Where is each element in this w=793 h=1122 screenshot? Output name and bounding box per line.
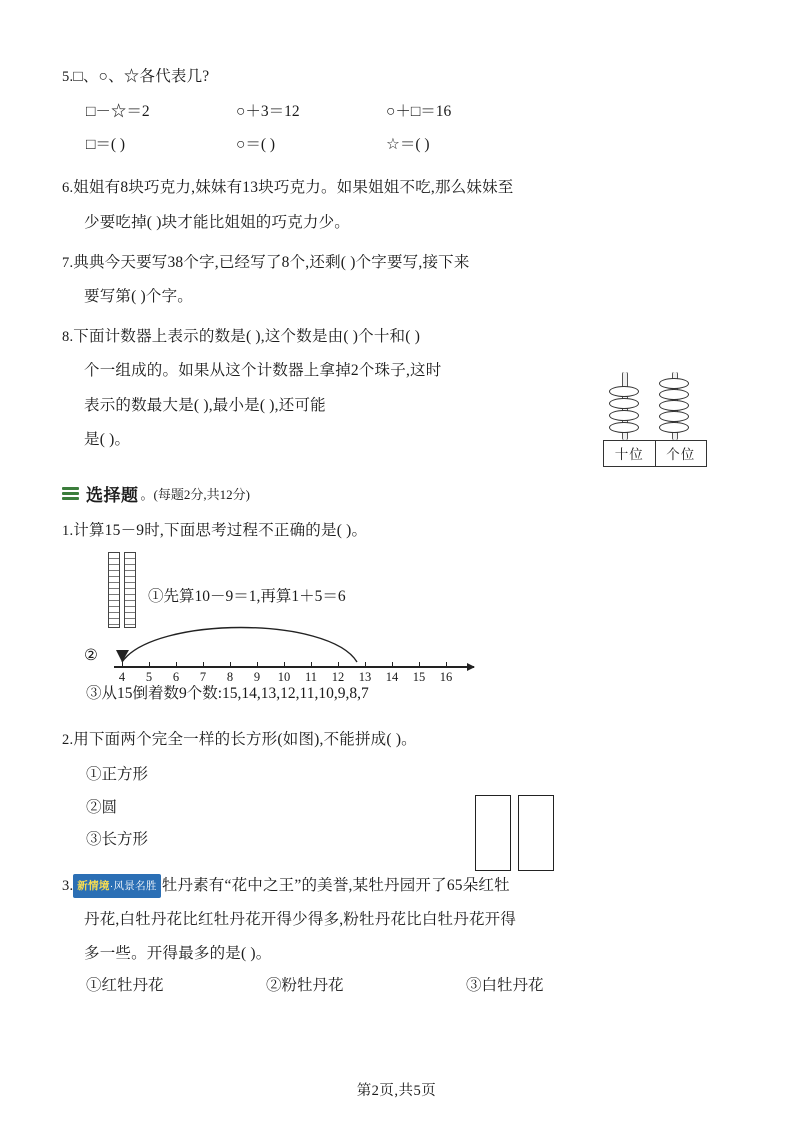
abacus-bead <box>659 400 689 411</box>
number-line-label: 8 <box>226 670 234 685</box>
rectangle-shape <box>475 795 511 871</box>
choice-3-line-1: 牡丹素有“花中之王”的美誉,某牡丹园开了65朵红牡 <box>161 876 510 894</box>
question-6-line-2-wrap <box>62 208 731 238</box>
number-line-label: 4 <box>118 670 126 685</box>
number-line-label: 13 <box>358 670 372 685</box>
abacus-figure <box>603 372 715 467</box>
number-line-label: 15 <box>412 670 426 685</box>
choice-question-3 <box>62 871 731 901</box>
number-line-label: 10 <box>277 670 291 685</box>
q5-equation-2: ○＋3＝12 <box>236 103 300 121</box>
question-8 <box>62 322 731 352</box>
context-badge-sub: ·风景名胜 <box>109 879 157 892</box>
choice-2-option-1[interactable]: ①正方形 <box>86 766 149 784</box>
rectangle-shape <box>518 795 554 871</box>
abacus-rod-ones <box>659 372 689 440</box>
question-6 <box>62 173 731 203</box>
abacus-bead <box>659 422 689 433</box>
question-5-number: 5. <box>62 69 74 85</box>
question-5 <box>62 62 731 92</box>
abacus-bead <box>609 386 639 397</box>
abacus-label-ones: 个位 <box>666 447 696 462</box>
number-line-label: 7 <box>199 670 207 685</box>
context-badge <box>73 874 160 898</box>
question-7-number: 7. <box>62 254 74 271</box>
question-7-line-2[interactable]: 要写第( )个字。 <box>84 287 193 305</box>
choice-2-option-1-wrap <box>62 759 731 792</box>
abacus-rod-tens <box>609 372 639 440</box>
question-5-stem: □、○、☆各代表几? <box>73 68 210 85</box>
abacus-bead <box>659 389 689 400</box>
question-7-line-1[interactable]: 典典今天要写38个字,已经写了8个,还剩( )个字要写,接下来 <box>73 253 470 271</box>
q5-equation-1: □－☆＝2 <box>86 103 150 121</box>
number-line-label: 5 <box>145 670 153 685</box>
question-8-line-1[interactable]: 下面计数器上表示的数是( ),这个数是由( )个十和( ) <box>73 328 421 346</box>
bundle-sticks-icon <box>106 552 140 630</box>
q5-answer-1[interactable]: □＝( ) <box>86 135 126 153</box>
choice-3-line-2-wrap <box>62 905 731 935</box>
question-6-line-2[interactable]: 少要吃掉( )块才能比姐姐的巧克力少。 <box>84 213 350 231</box>
stick-bundle <box>108 552 120 628</box>
question-7-line-2-wrap <box>62 282 731 312</box>
section-header-choice <box>62 481 731 506</box>
choice-3-line-3-wrap <box>62 939 731 969</box>
abacus-place-labels <box>603 440 707 467</box>
question-5-equations <box>62 96 731 129</box>
choice-3-line-2: 丹花,白牡丹花比红牡丹花开得少得多,粉牡丹花比白牡丹花开得 <box>84 910 517 928</box>
choice-2-option-3-wrap <box>62 824 731 857</box>
q5-answer-2[interactable]: ○＝( ) <box>236 135 276 153</box>
number-line-label: 14 <box>385 670 399 685</box>
choice-question-1 <box>62 516 731 546</box>
abacus-bead <box>609 410 639 421</box>
choice-1-number: 1. <box>62 523 74 540</box>
choice-2-number: 2. <box>62 731 74 748</box>
abacus-label-tens: 十位 <box>604 441 656 466</box>
page-footer: 第2页,共5页 <box>356 1083 437 1099</box>
abacus-bead <box>659 411 689 422</box>
choice-2-option-2-wrap <box>62 792 731 825</box>
number-line-label: 12 <box>331 670 345 685</box>
choice-2-option-2[interactable]: ②圆 <box>86 798 118 816</box>
question-6-number: 6. <box>62 180 74 197</box>
context-badge-main: 新情境 <box>77 879 110 892</box>
question-5-answers <box>62 129 731 162</box>
abacus-bead <box>659 378 689 389</box>
choice-3-option-3[interactable]: ③白牡丹花 <box>466 977 544 995</box>
two-rectangles-figure <box>475 795 554 876</box>
question-7 <box>62 248 731 278</box>
choice-3-option-1[interactable]: ①红牡丹花 <box>86 977 164 995</box>
number-line <box>114 642 494 685</box>
choice-3-line-3[interactable]: 多一些。开得最多的是( )。 <box>84 945 272 963</box>
abacus-bead <box>609 422 639 433</box>
choice-3-option-2[interactable]: ②粉牡丹花 <box>266 977 344 995</box>
stick-bundle <box>124 552 136 628</box>
choice-3-options <box>62 973 731 995</box>
choice-1-option-2-marker[interactable]: ② <box>84 647 98 665</box>
question-8-line-3[interactable]: 表示的数最大是( ),最小是( ),还可能 <box>84 396 326 414</box>
section-title: 选择题 <box>86 486 139 506</box>
q5-equation-3: ○＋□＝16 <box>386 103 452 121</box>
abacus-rods <box>603 372 715 440</box>
choice-1-option-3[interactable]: ③从15倒着数9个数:15,14,13,12,11,10,9,8,7 <box>86 685 369 703</box>
question-8-line-2: 个一组成的。如果从这个计数器上拿掉2个珠子,这时 <box>84 362 442 380</box>
list-icon <box>62 486 79 501</box>
abacus-bead <box>609 398 639 409</box>
number-line-label: 6 <box>172 670 180 685</box>
choice-question-2 <box>62 725 731 755</box>
choice-3-number: 3. <box>62 877 74 894</box>
section-subtitle: 。(每题2分,共12分) <box>140 487 250 503</box>
number-line-label: 16 <box>439 670 453 685</box>
choice-2-option-3[interactable]: ③长方形 <box>86 831 149 849</box>
choice-1-stem[interactable]: 计算15－9时,下面思考过程不正确的是( )。 <box>73 522 368 540</box>
choice-1-option-1[interactable]: ①先算10－9＝1,再算1＋5＝6 <box>148 588 346 606</box>
question-8-number: 8. <box>62 329 74 346</box>
number-line-label: 11 <box>304 670 318 685</box>
question-8-line-4[interactable]: 是( )。 <box>84 430 131 448</box>
question-6-line-1: 姐姐有8块巧克力,妹妹有13块巧克力。如果姐姐不吃,那么妹妹至 <box>73 179 514 197</box>
choice-2-stem[interactable]: 用下面两个完全一样的长方形(如图),不能拼成( )。 <box>73 730 417 748</box>
q5-answer-3[interactable]: ☆＝( ) <box>386 135 430 153</box>
choice-1-figure <box>84 550 731 685</box>
number-line-label: 9 <box>253 670 261 685</box>
